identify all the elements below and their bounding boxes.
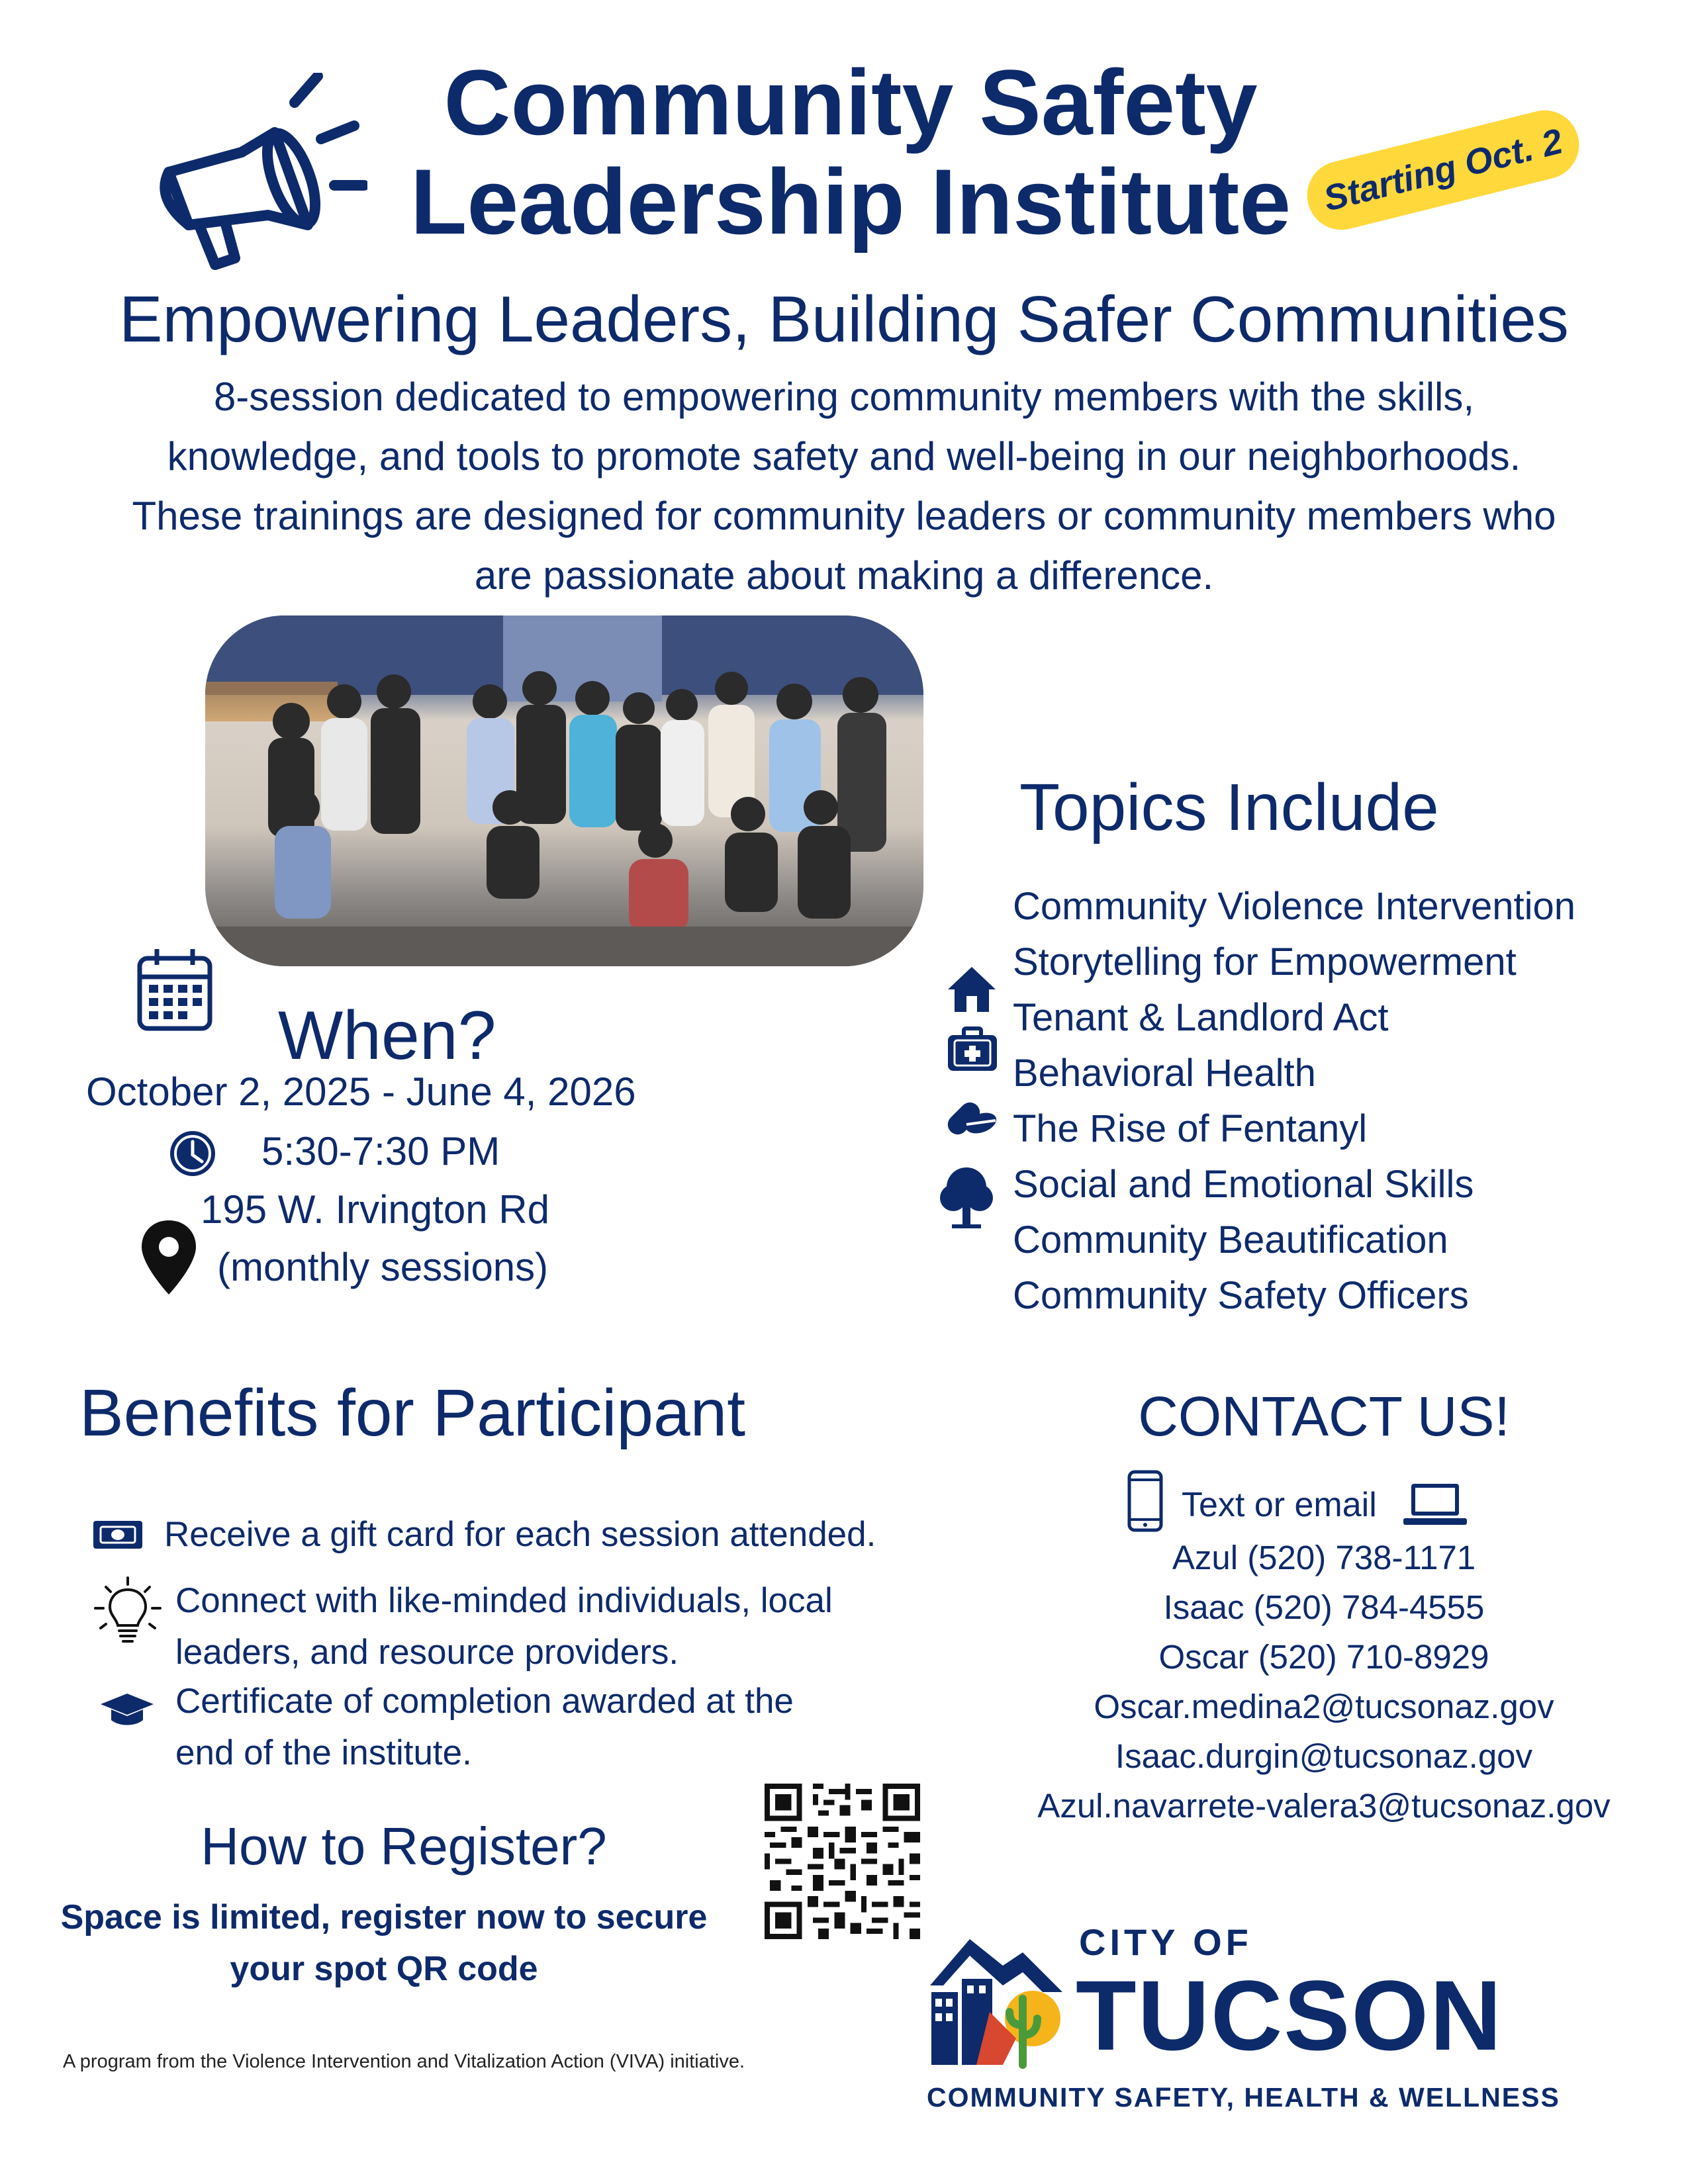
location-pin-icon [139, 1218, 199, 1297]
benefit-gift-card: Receive a gift card for each session attended. [164, 1515, 876, 1554]
phone-icon [1127, 1469, 1164, 1533]
contact-phone-isaac[interactable]: Isaac (520) 784-4555 [1163, 1588, 1485, 1626]
graduation-cap-icon [99, 1691, 155, 1728]
contact-email-azul[interactable]: Azul.navarrete-valera3@tucsonaz.gov [1037, 1787, 1611, 1825]
medical-kit-icon [945, 1026, 1000, 1073]
tree-icon [939, 1165, 994, 1231]
intro-paragraph: 8-session dedicated to empowering community members with the skills, knowledge, and tools to promote safety and well-being in our neighborhoods. These trainings are designed for community leaders or community members who are passionate about making a difference. [132, 375, 1556, 598]
tucson-logo-mark [923, 1919, 1069, 2071]
subtitle: Empowering Leaders, Building Safer Communities [119, 283, 1569, 355]
when-heading: When? [278, 997, 496, 1074]
calendar-icon [136, 946, 214, 1032]
topic-item: Community Beautification [1013, 1218, 1448, 1261]
contact-phone-oscar[interactable]: Oscar (520) 710-8929 [1158, 1638, 1489, 1676]
logo-city-of: CITY OF [1079, 1921, 1252, 1963]
topic-item: Community Safety Officers [1013, 1274, 1469, 1317]
contact-email-isaac[interactable]: Isaac.durgin@tucsonaz.gov [1115, 1737, 1533, 1775]
start-date-badge: Starting Oct. 2 [1300, 103, 1587, 238]
contact-email-oscar[interactable]: Oscar.medina2@tucsonaz.gov [1094, 1688, 1554, 1725]
house-icon [945, 963, 998, 1016]
contact-method: Text or email [1182, 1486, 1377, 1524]
topic-item: Social and Emotional Skills [1013, 1163, 1474, 1206]
registration-qr-code[interactable] [765, 1784, 920, 1939]
topic-item: Behavioral Health [1013, 1052, 1316, 1095]
benefit-networking: Connect with like-minded individuals, local leaders, and resource providers. [175, 1581, 833, 1672]
register-heading: How to Register? [201, 1817, 607, 1876]
logo-city-name: TUCSON [1076, 1960, 1503, 2071]
megaphone-icon [142, 73, 367, 271]
gift-card-icon [91, 1516, 144, 1553]
lightbulb-icon [91, 1575, 164, 1648]
title-line-1: Community Safety [444, 50, 1258, 154]
footer-note: A program from the Violence Intervention and Vitalization Action (VIVA) initiative. [63, 2051, 745, 2072]
topic-item: The Rise of Fentanyl [1013, 1107, 1368, 1150]
pills-icon [940, 1082, 1000, 1142]
clock-icon [167, 1128, 218, 1179]
laptop-icon [1402, 1481, 1468, 1527]
contact-heading: CONTACT US! [1138, 1385, 1510, 1447]
register-instructions: Space is limited, register now to secure your spot QR code [60, 1898, 708, 1988]
session-frequency: (monthly sessions) [217, 1245, 549, 1289]
title-line-2: Leadership Institute [410, 150, 1291, 253]
event-dates: October 2, 2025 - June 4, 2026 [86, 1069, 636, 1114]
topic-item: Storytelling for Empowerment [1013, 940, 1517, 983]
event-time: 5:30-7:30 PM [261, 1129, 500, 1173]
benefits-heading: Benefits for Participant [79, 1376, 746, 1450]
event-address: 195 W. Irvington Rd [201, 1187, 549, 1232]
topic-item: Community Violence Intervention [1013, 885, 1576, 928]
topics-heading: Topics Include [1019, 770, 1439, 844]
topic-item: Tenant & Landlord Act [1013, 996, 1389, 1039]
group-photo [205, 615, 923, 966]
benefit-certificate: Certificate of completion awarded at the end of the institute. [175, 1682, 794, 1772]
contact-phone-azul[interactable]: Azul (520) 738-1171 [1172, 1539, 1476, 1576]
logo-department: COMMUNITY SAFETY, HEALTH & WELLNESS [927, 2082, 1560, 2113]
